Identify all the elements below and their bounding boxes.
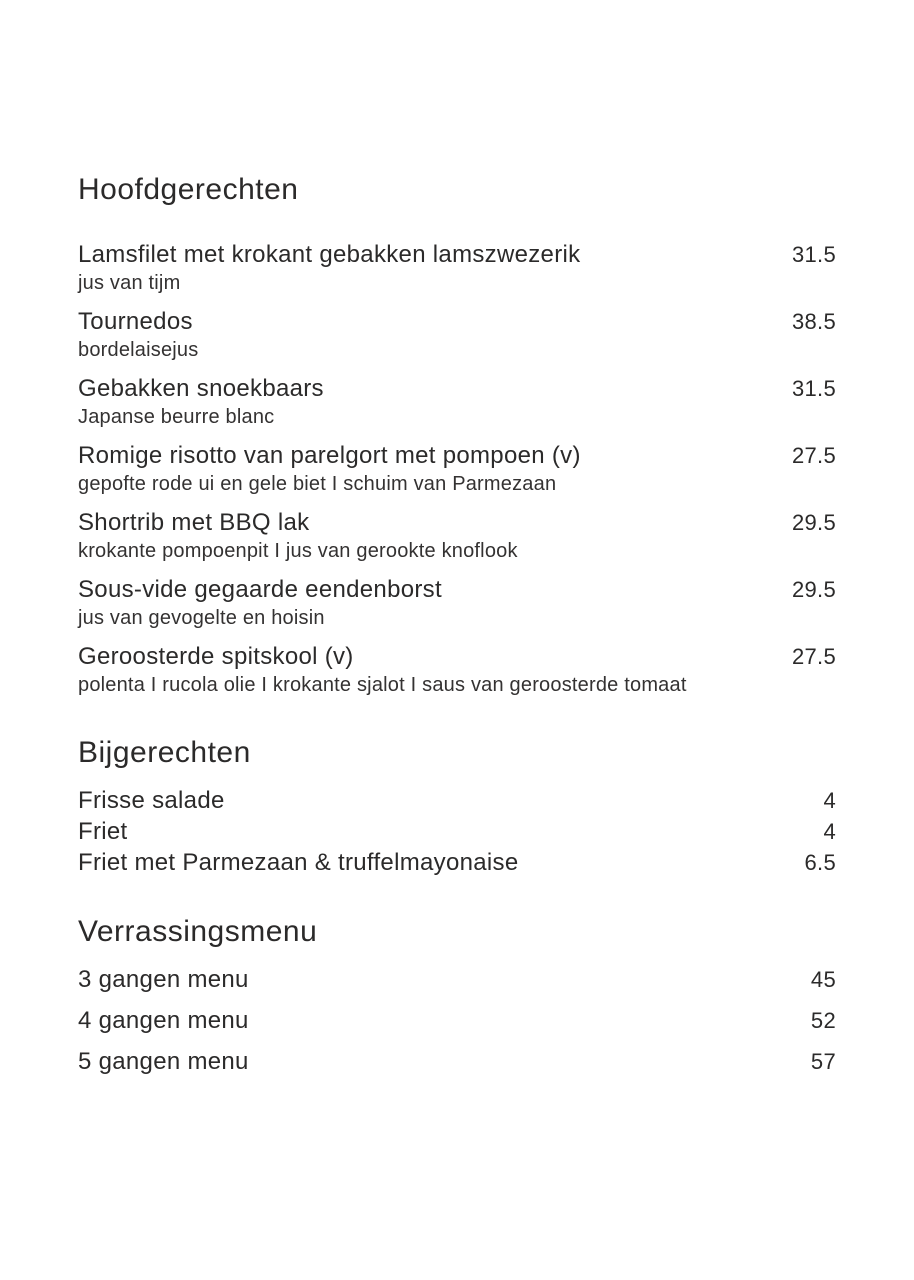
item-price: 38.5 [791, 309, 836, 334]
item-title: 3 gangen menu [78, 966, 249, 993]
item-subtitle: Japanse beurre blanc [78, 406, 275, 428]
menu-item [78, 847, 836, 878]
menu-item [78, 1046, 836, 1077]
item-subtitle: polenta I rucola olie I krokante sjalot I saus van geroosterde tomaat [78, 674, 687, 696]
menu-item [78, 307, 836, 364]
section-verrassingsmenu [78, 914, 836, 1077]
item-price: 27.5 [791, 443, 836, 468]
section-heading-bijgerechten: Bijgerechten [78, 736, 251, 769]
item-title: Lamsfilet met krokant gebakken lamszwezerik [78, 241, 581, 268]
item-subtitle: jus van gevogelte en hoisin [78, 607, 325, 629]
item-row [78, 1046, 836, 1077]
item-price: 31.5 [791, 376, 836, 401]
item-subtitle: krokante pompoenpit I jus van gerookte knoflook [78, 540, 518, 562]
menu-item [78, 964, 836, 995]
item-title: 4 gangen menu [78, 1007, 249, 1034]
item-price: 29.5 [791, 510, 836, 535]
item-title: Frisse salade [78, 787, 225, 814]
item-row [78, 240, 836, 270]
menu-item [78, 816, 836, 847]
item-price: 27.5 [791, 644, 836, 669]
item-row [78, 374, 836, 404]
item-price: 4 [823, 819, 836, 844]
item-title: Sous-vide gegaarde eendenborst [78, 576, 442, 603]
menu-item [78, 374, 836, 431]
item-price: 6.5 [804, 850, 836, 875]
item-row [78, 307, 836, 337]
item-title: Friet met Parmezaan & truffelmayonaise [78, 849, 519, 876]
item-title: 5 gangen menu [78, 1048, 249, 1075]
item-price: 29.5 [791, 577, 836, 602]
item-price: 4 [823, 788, 836, 813]
item-title: Geroosterde spitskool (v) [78, 643, 354, 670]
menu-item [78, 1005, 836, 1036]
item-title: Friet [78, 818, 128, 845]
menu-item [78, 575, 836, 632]
section-bijgerechten [78, 735, 836, 878]
item-title: Gebakken snoekbaars [78, 375, 324, 402]
item-price: 52 [810, 1008, 836, 1033]
item-price: 31.5 [791, 242, 836, 267]
item-price: 57 [810, 1049, 836, 1074]
section-heading-verrassingsmenu: Verrassingsmenu [78, 915, 318, 948]
item-row [78, 816, 836, 847]
item-row [78, 441, 836, 471]
menu-item [78, 785, 836, 816]
item-title: Romige risotto van parelgort met pompoen (v) [78, 442, 581, 469]
item-row [78, 1005, 836, 1036]
menu-item [78, 240, 836, 297]
section-hoofdgerechten [78, 172, 836, 699]
item-subtitle: bordelaisejus [78, 339, 199, 361]
item-row [78, 642, 836, 672]
item-price: 45 [810, 967, 836, 992]
menu-item [78, 642, 836, 699]
item-subtitle: jus van tijm [78, 272, 181, 294]
menu-item [78, 508, 836, 565]
item-row [78, 964, 836, 995]
section-heading-hoofdgerechten: Hoofdgerechten [78, 173, 299, 206]
menu-item [78, 441, 836, 498]
item-title: Shortrib met BBQ lak [78, 509, 310, 536]
item-row [78, 575, 836, 605]
item-row [78, 785, 836, 816]
item-row [78, 847, 836, 878]
item-row [78, 508, 836, 538]
item-title: Tournedos [78, 308, 193, 335]
item-subtitle: gepofte rode ui en gele biet I schuim van Parmezaan [78, 473, 557, 495]
